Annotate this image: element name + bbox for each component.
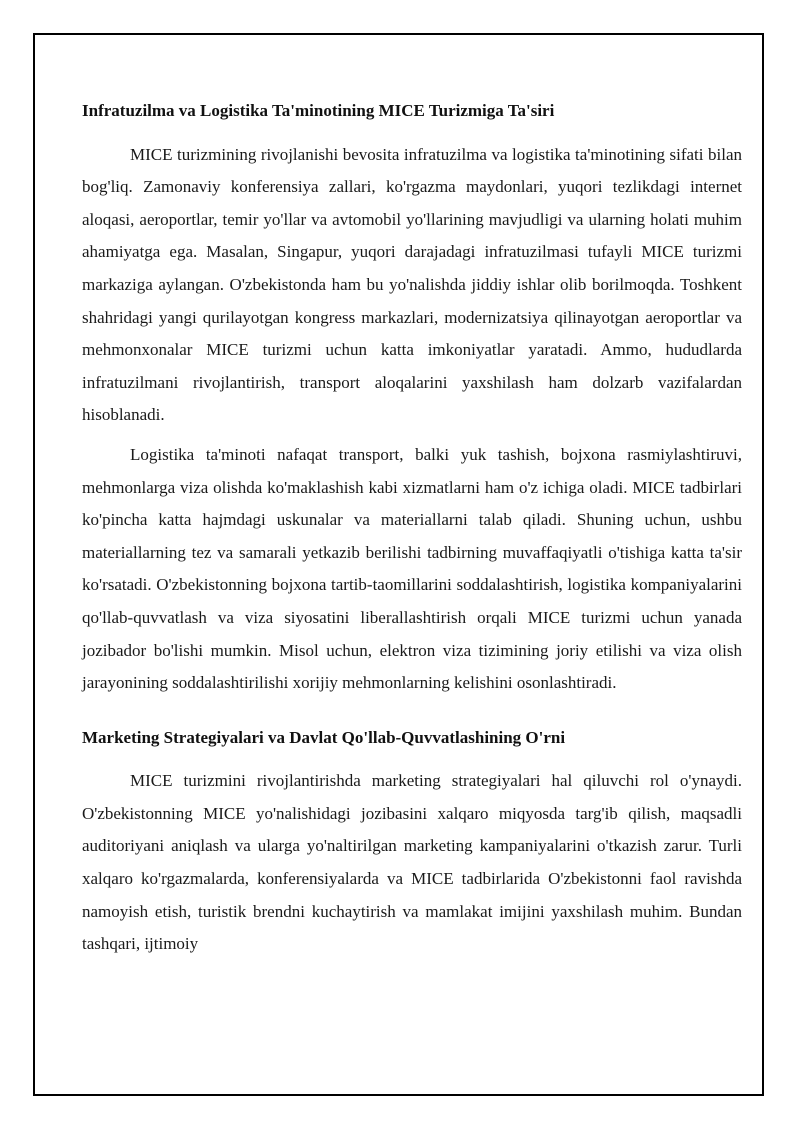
paragraph-marketing: MICE turizmini rivojlantirishda marketing strategiyalari hal qiluvchi rol o'ynaydi. O'zbekistonning MICE yo'nalishidagi jozibasini xalqaro miqyosda targ'ib qilish, maqsadli auditoriyani aniqlash va ularga yo'naltirilgan marketing kampaniyalarini o'tkazish zarur. Turli xalqaro ko'rgazmalarda, konferensiyalarda va MICE tadbirlarida O'zbekistonni faol ravishda namoyish etish, turistik brendni kuchaytirish va mamlakat imijini yaxshilash muhim. Bundan tashqari, ijtimoiy — [82, 771, 742, 954]
section-heading-infrastructure: Infratuzilma va Logistika Ta'minotining MICE Turizmiga Ta'siri — [82, 101, 555, 120]
document-body — [82, 95, 742, 968]
section-heading-marketing: Marketing Strategiyalari va Davlat Qo'llab-Quvvatlashining O'rni — [82, 727, 566, 747]
paragraph-infrastructure: MICE turizmining rivojlanishi bevosita infratuzilma va logistika ta'minotining sifati bilan bog'liq. Zamonaviy konferensiya zallari, ko'rgazma maydonlari, yuqori tezlikdagi internet aloqasi, aeroportlar, temir yo'llar va avtomobil yo'llarining mavjudligi va ularning holati muhim ahamiyatga ega. Masalan, Singapur, yuqori darajadagi infratuzilmasi tufayli MICE turizmi markaziga aylangan. O'zbekistonda ham bu yo'nalishda jiddiy ishlar olib borilmoqda. Toshkent shahridagi yangi qurilayotgan kongress markazlari, modernizatsiya qilinayotgan aeroportlar va mehmonxonalar MICE turizmi uchun katta imkoniyatlar yaratadi. Ammo, hududlarda infratuzilmani rivojlantirish, transport aloqalarini yaxshilash ham dolzarb vazifalardan hisoblanadi. — [82, 144, 742, 425]
paragraph-logistics: Logistika ta'minoti nafaqat transport, balki yuk tashish, bojxona rasmiylashtiruvi, mehmonlarga viza olishda ko'maklashish kabi xizmatlarni ham o'z ichiga oladi. MICE tadbirlari ko'pincha katta hajmdagi uskunalar va materiallarni talab qiladi. Shuning uchun, ushbu materiallarning tez va samarali yetkazib berilishi tadbirning muvaffaqiyatli o'tishiga katta ta'sir ko'rsatadi. O'zbekistonning bojxona tartib-taomillarini soddalashtirish, logistika kompaniyalarini qo'llab-quvvatlash va viza siyosatini liberallashtirish orqali MICE turizmi uchun yanada jozibador bo'lishi mumkin. Misol uchun, elektron viza tizimining joriy etilishi va viza olish jarayonining soddalashtirilishi xorijiy mehmonlarning kelishini osonlashtiradi. — [82, 444, 742, 693]
